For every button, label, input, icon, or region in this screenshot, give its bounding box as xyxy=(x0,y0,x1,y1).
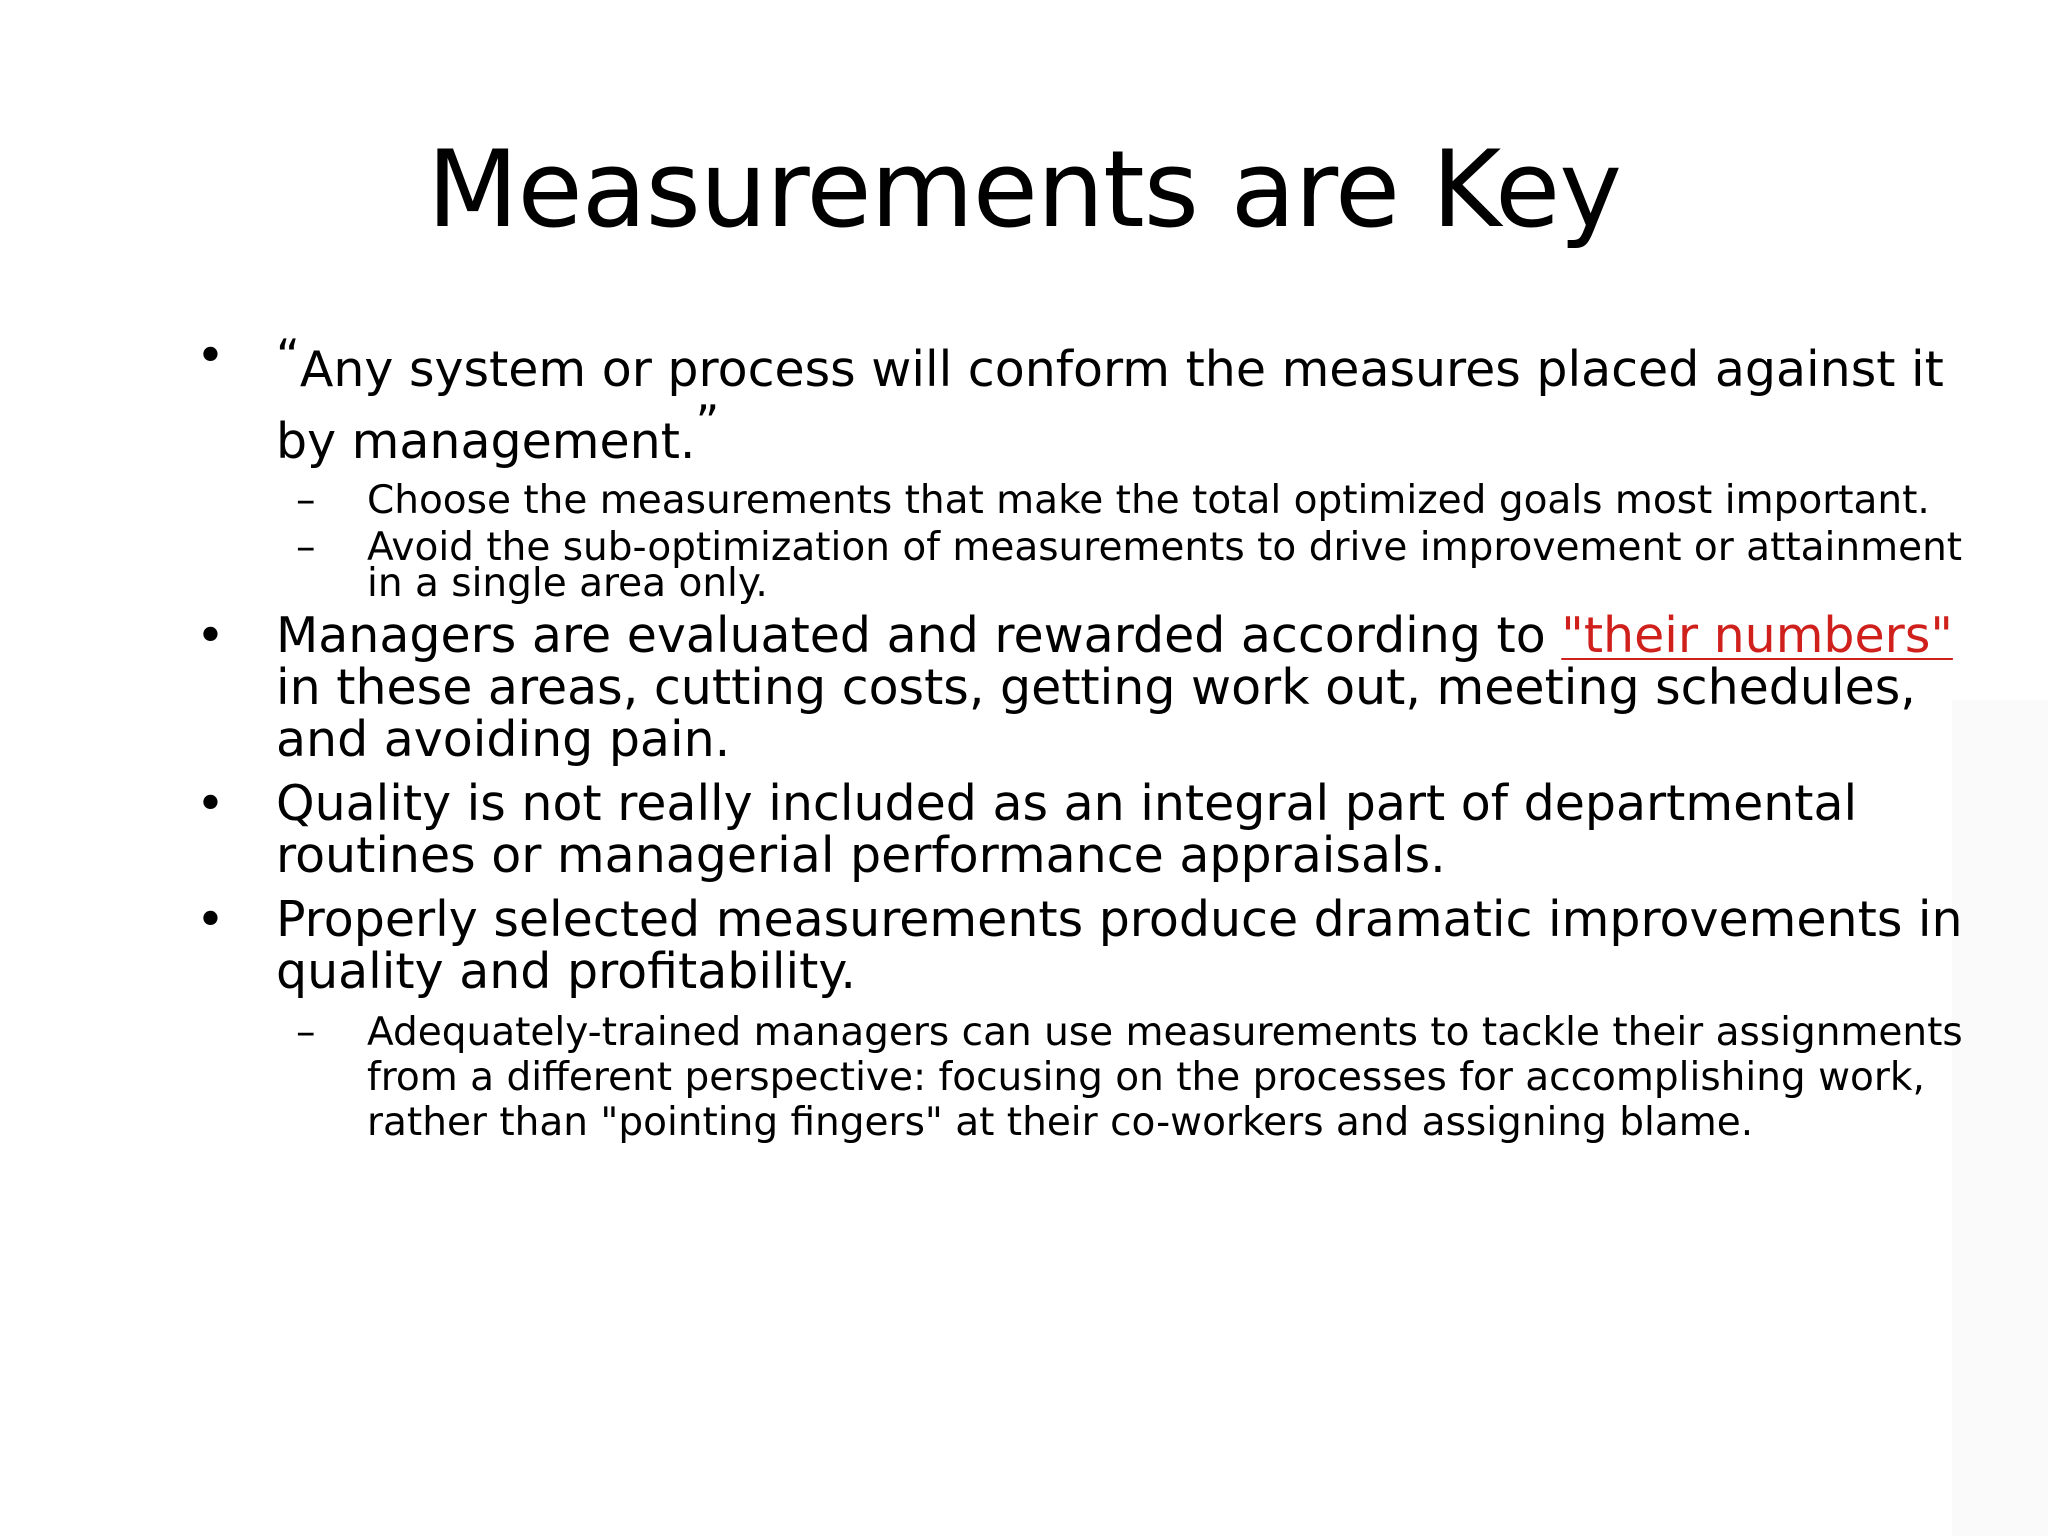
bullet-item xyxy=(196,327,1996,470)
close-quote: ” xyxy=(695,395,720,449)
sub-bullet-marker: – xyxy=(296,478,316,523)
sub-bullet-marker: – xyxy=(296,525,316,570)
sub-bullet-marker: – xyxy=(296,1010,316,1055)
bullet-text: Quality is not really included as an integral part of departmental routines or managerial performance appraisals. xyxy=(276,775,1858,884)
bullet-item xyxy=(196,775,1996,884)
bullet-text: Any system or process will conform the measures placed against it by management. xyxy=(276,341,1944,470)
their-numbers-link[interactable]: "their numbers" xyxy=(1561,607,1953,664)
bullet-text: Properly selected measurements produce dramatic improvements in quality and profitability. xyxy=(276,891,1963,1000)
bullet-text-before: Managers are evaluated and rewarded according to xyxy=(276,607,1562,664)
bullet-marker: • xyxy=(196,327,225,384)
bullet-marker: • xyxy=(196,607,225,664)
bullet-item xyxy=(196,607,1996,768)
slide-body xyxy=(196,327,1996,1153)
sub-bullet-text: Avoid the sub-optimization of measurements to drive improvement or attainment in a single area only. xyxy=(367,525,1963,606)
open-quote: “ xyxy=(276,329,300,383)
bullet-text-after: in these areas, cutting costs, getting work out, meeting schedules, and avoiding pain. xyxy=(276,659,1916,768)
sub-bullet-item xyxy=(196,525,1996,606)
sub-bullet-text: Choose the measurements that make the total optimized goals most important. xyxy=(367,478,1930,523)
bullet-marker: • xyxy=(196,891,225,948)
sub-bullet-item xyxy=(196,1010,1996,1145)
bullet-marker: • xyxy=(196,775,225,832)
sub-bullet-item xyxy=(196,480,1996,522)
bullet-item xyxy=(196,891,1996,1000)
slide-title: Measurements are Key xyxy=(427,128,1621,251)
sub-bullet-text: Adequately-trained managers can use measurements to tackle their assignments from a different perspective: focusing on the processes for accomplishing work, rather than "pointing fingers" at their co-workers and assigning blame. xyxy=(367,1010,1963,1145)
